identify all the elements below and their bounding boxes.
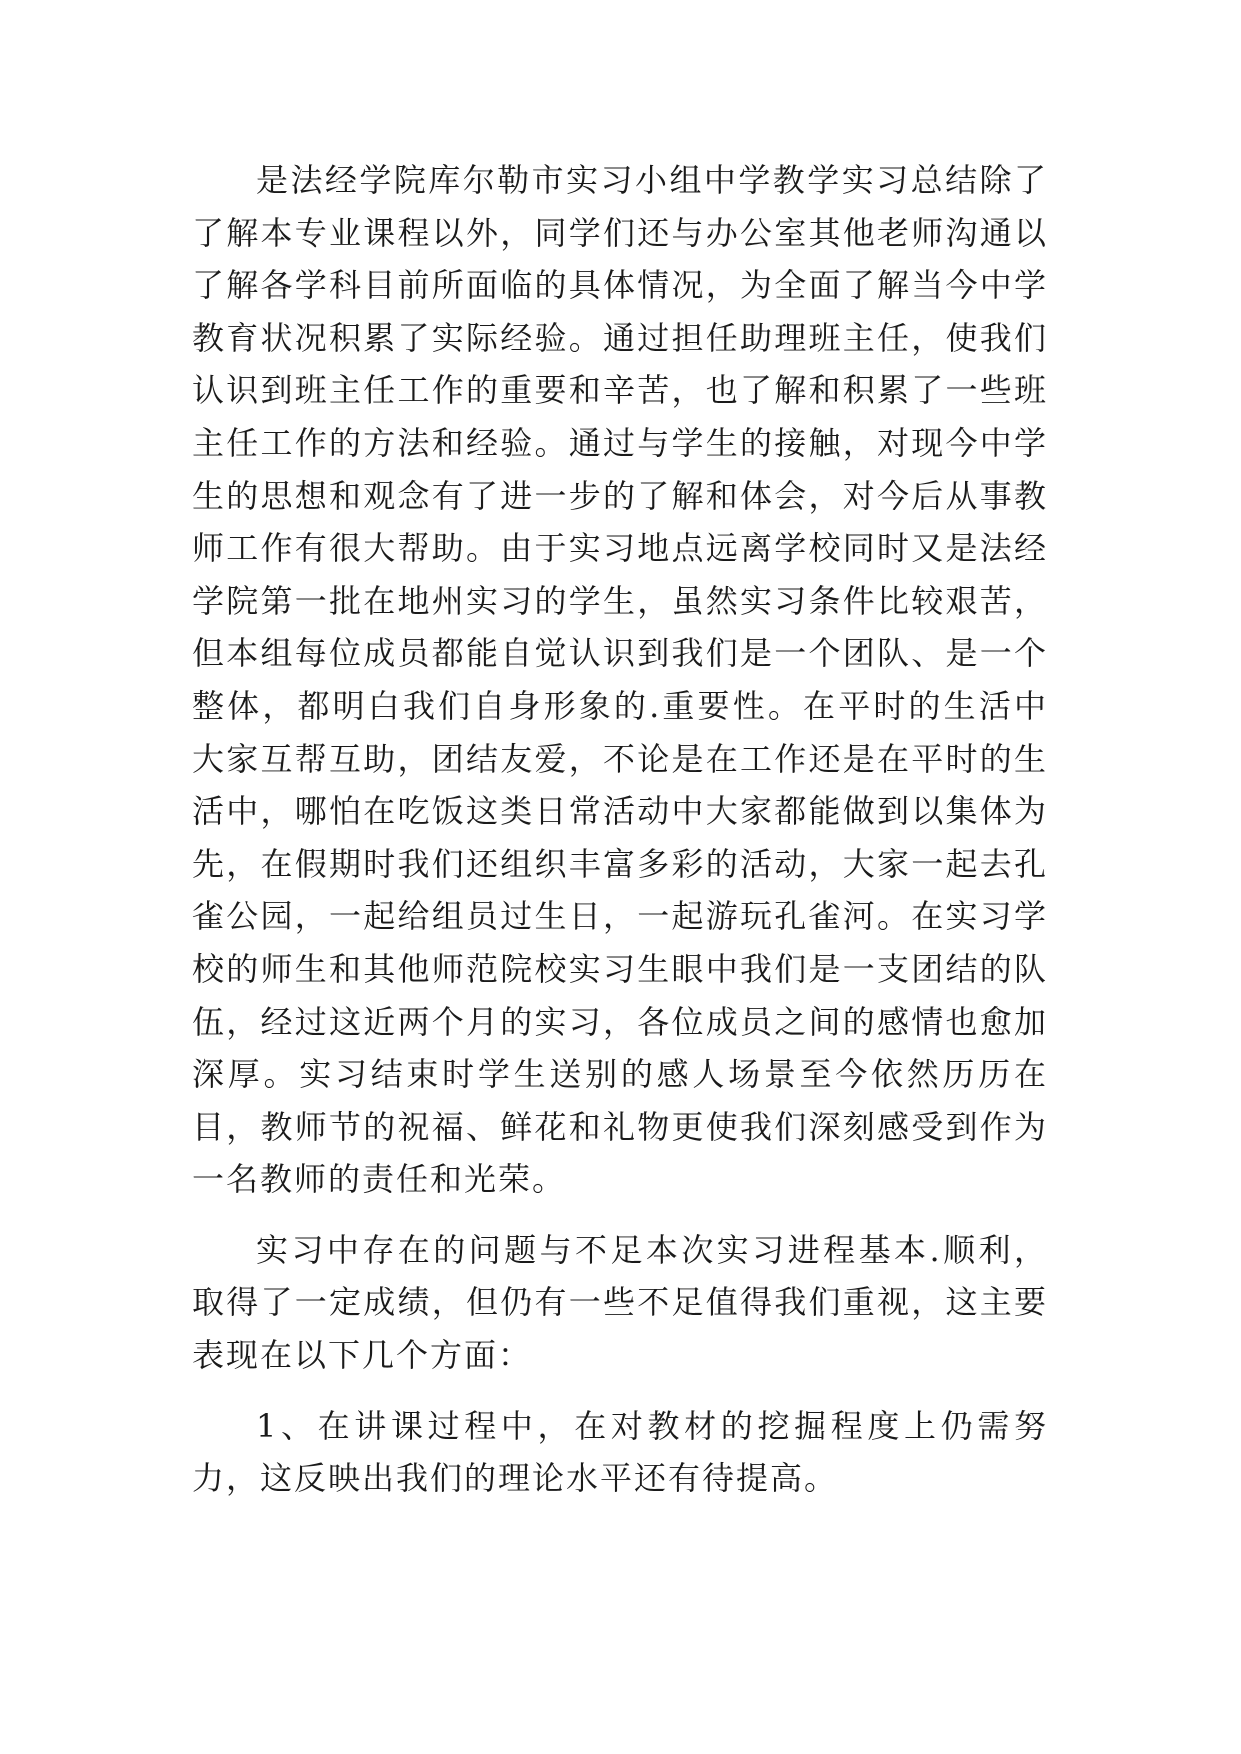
paragraph-internship-summary: 是法经学院库尔勒市实习小组中学教学实习总结除了了解本专业课程以外，同学们还与办公室其他老师沟通以了解各学科目前所面临的具体情况，为全面了解当今中学教育状况积累了实际经验。通过担任助理班主任，使我们认识到班主任工作的重要和辛苦，也了解和积累了一些班主任工作的方法和经验。通过与学生的接触，对现今中学生的思想和观念有了进一步的了解和体会，对今后从事教师工作有很大帮助。由于实习地点远离学校同时又是法经学院第一批在地州实习的学生，虽然实习条件比较艰苦，但本组每位成员都能自觉认识到我们是一个团队、是一个整体，都明白我们自身形象的.重要性。在平时的生活中大家互帮互助，团结友爱，不论是在工作还是在平时的生活中，哪怕在吃饭这类日常活动中大家都能做到以集体为先，在假期时我们还组织丰富多彩的活动，大家一起去孔雀公园，一起给组员过生日，一起游玩孔雀河。在实习学校的师生和其他师范院校实习生眼中我们是一支团结的队伍，经过这近两个月的实习，各位成员之间的感情也愈加深厚。实习结束时学生送别的感人场景至今依然历历在目，教师节的祝福、鲜花和礼物更使我们深刻感受到作为一名教师的责任和光荣。 <box>192 161 1048 1199</box>
paragraph-point-1: 1、在讲课过程中，在对教材的挖掘程度上仍需努力，这反映出我们的理论水平还有待提高。 <box>192 1406 1048 1498</box>
document-body <box>192 154 1048 1523</box>
paragraph-problems-intro: 实习中存在的问题与不足本次实习进程基本.顺利，取得了一定成绩，但仍有一些不足值得我们重视，这主要表现在以下几个方面： <box>192 1230 1048 1375</box>
